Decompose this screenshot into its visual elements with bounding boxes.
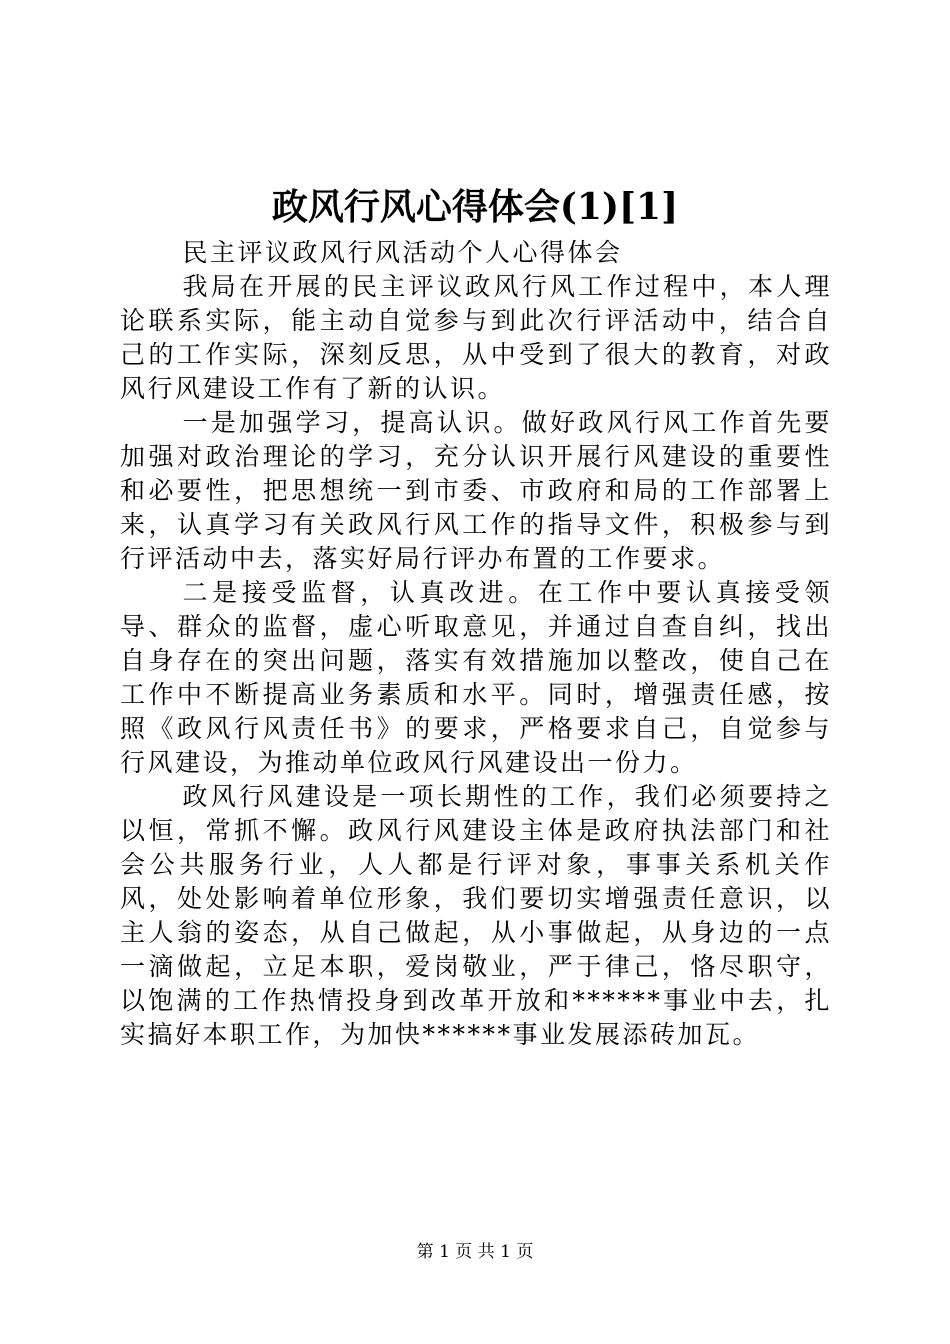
paragraph-intro: 我局在开展的民主评议政风行风工作过程中，本人理论联系实际，能主动自觉参与到此次行评活动中，结合自己的工作实际，深刻反思，从中受到了很大的教育，对政风行风建设工作有了新的认识。: [120, 272, 832, 403]
paragraph-point-one: 一是加强学习，提高认识。做好政风行风工作首先要加强对政治理论的学习，充分认识开展行风建设的重要性和必要性，把思想统一到市委、市政府和局的工作部署上来，认真学习有关政风行风工作的指导文件，积极参与到行评活动中去，落实好局行评办布置的工作要求。: [120, 408, 832, 573]
document-body: [120, 236, 832, 1052]
page-footer: 第 1 页 共 1 页: [416, 1242, 534, 1262]
paragraph-point-two: 二是接受监督，认真改进。在工作中要认真接受领导、群众的监督，虚心听取意见，并通过自查自纠，找出自身存在的突出问题，落实有效措施加以整改，使自己在工作中不断提高业务素质和水平。同时，增强责任感，按照《政风行风责任书》的要求，严格要求自己，自觉参与行风建设，为推动单位政风行风建设出一份力。: [120, 578, 832, 777]
paragraph-conclusion: 政风行风建设是一项长期性的工作，我们必须要持之以恒，常抓不懈。政风行风建设主体是政府执法部门和社会公共服务行业，人人都是行评对象，事事关系机关作风，处处影响着单位形象，我们要切实增强责任意识，以主人翁的姿态，从自己做起，从小事做起，从身边的一点一滴做起，立足本职，爱岗敬业，严于律己，恪尽职守，以饱满的工作热情投身到改革开放和******事业中去，扎实搞好本职工作，为加快******事业发展添砖加瓦。: [120, 782, 832, 1049]
paragraph-subtitle: 民主评议政风行风活动个人心得体会: [182, 238, 623, 267]
document-title: 政风行风心得体会(1)[1]: [271, 186, 679, 228]
